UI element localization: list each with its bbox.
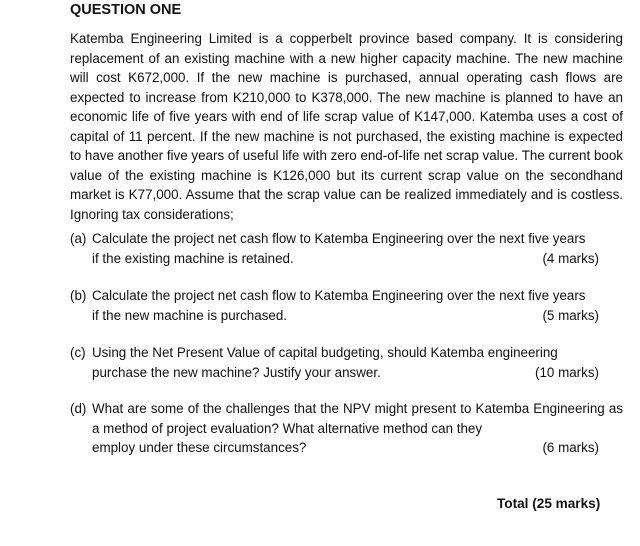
question-d-letter: (d) bbox=[70, 401, 87, 416]
question-heading: QUESTION ONE bbox=[70, 2, 182, 18]
scenario-paragraph: Katemba Engineering Limited is a copperbelt province based company. It is considering replacement of an existing machine with a new higher capacity machine. The new machine will cost K672,000. If the new machine is purchased, annual operating cash flows are expected to increase from K210,000 to K378,000. The new machine is planned to have an economic life of five years with end of life scrap value of K147,000. Katemba uses a cost of capital of 11 percent. If the new machine is not purchased, the existing machine is expected to have another five years of useful life with zero end-of-life net scrap value. The current book value of the existing machine is K126,000 but its current scrap value on the secondhand market is K77,000. Assume that the scrap value can be realized immediately and is costless. Ignoring tax considerations; bbox=[70, 31, 623, 222]
question-a-last-line: if the existing machine is retained. bbox=[92, 250, 294, 266]
question-a-marks: (4 marks) bbox=[542, 250, 599, 266]
question-b-letter: (b) bbox=[70, 288, 87, 303]
question-b bbox=[70, 286, 623, 325]
question-d-last-line: employ under these circumstances? bbox=[92, 440, 307, 456]
question-c bbox=[70, 343, 623, 382]
question-a-letter: (a) bbox=[70, 231, 87, 246]
question-b-body bbox=[92, 286, 623, 325]
question-d bbox=[70, 399, 623, 458]
question-b-last-line: if the new machine is purchased. bbox=[92, 307, 288, 323]
question-d-marks: (6 marks) bbox=[542, 440, 599, 456]
total-marks: Total (25 marks) bbox=[497, 496, 601, 511]
question-a-body bbox=[92, 229, 623, 268]
question-a bbox=[70, 229, 623, 268]
question-d-text: What are some of the challenges that the NPV might present to Katemba Engineering as a method of project evaluation? What alternative method can they bbox=[92, 401, 623, 436]
question-b-text: Calculate the project net cash flow to Katemba Engineering over the next five years bbox=[92, 288, 586, 303]
question-d-body bbox=[92, 399, 623, 458]
question-c-last-line: purchase the new machine? Justify your answer. bbox=[92, 364, 381, 380]
question-b-marks: (5 marks) bbox=[542, 307, 599, 323]
question-a-text: Calculate the project net cash flow to Katemba Engineering over the next five years bbox=[92, 231, 586, 246]
question-c-marks: (10 marks) bbox=[535, 364, 599, 380]
question-c-letter: (c) bbox=[70, 345, 86, 360]
question-c-text: Using the Net Present Value of capital budgeting, should Katemba engineering bbox=[92, 345, 558, 360]
question-c-body bbox=[92, 343, 623, 382]
